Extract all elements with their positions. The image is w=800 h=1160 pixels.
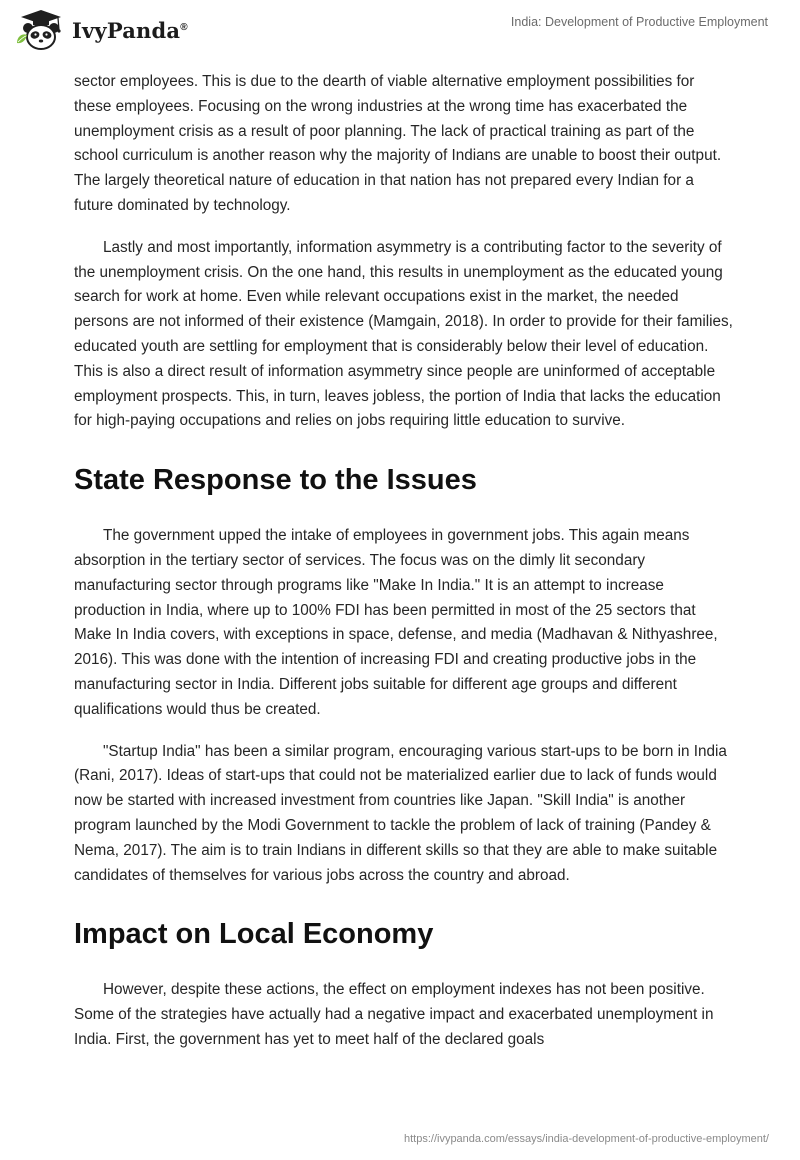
document-title: India: Development of Productive Employment — [510, 15, 768, 29]
essay-body — [74, 70, 734, 1070]
page-header — [0, 0, 800, 60]
panda-graduate-icon — [14, 8, 68, 52]
brand-name: IvyPanda® — [72, 17, 188, 43]
paragraph: Lastly and most importantly, information asymmetry is a contributing factor to the severity of the unemployment crisis. On the one hand, this results in unemployment as the educated young search for work at home. Even while relevant occupations exist in the market, the needed persons are not informed of their existence (Mamgain, 2018). In order to provide for their families, educated youth are settling for employment that is considerably below their level of education. This is also a direct result of information asymmetry since people are uninformed of acceptable employment prospects. This, in turn, leaves jobless, the portion of India that lacks the education for high-paying occupations and relies on jobs requiring little education to survive. — [74, 238, 733, 430]
registered-mark: ® — [180, 21, 188, 33]
source-url[interactable]: https://ivypanda.com/essays/india-development-of-productive-employment/ — [403, 1133, 769, 1145]
section-heading-state-response: State Response to the Issues — [74, 464, 477, 497]
paragraph-continued: sector employees. This is due to the dearth of viable alternative employment possibilities for these employees. Focusing on the wrong industries at the wrong time has exacerbated the unemployment crisis as a result of poor planning. The lack of practical training as part of the school curriculum is another reason why the majority of Indians are unable to boost their output. The largely theoretical nature of education in that nation has not prepared every Indian for a future dominated by technology. — [74, 73, 722, 214]
ivypanda-logo[interactable] — [14, 8, 188, 52]
paragraph: However, despite these actions, the effect on employment indexes has not been positive. Some of the strategies have actually had a negative impact and exacerbated unemployment in India. First, the government has yet to meet half of the declared goals — [74, 981, 714, 1048]
section-heading-impact: Impact on Local Economy — [74, 918, 434, 951]
paragraph: The government upped the intake of employees in government jobs. This again means absorption in the tertiary sector of services. The focus was on the dimly lit secondary manufacturing sector through programs like "Make In India." It is an attempt to increase production in India, where up to 100% FDI has been permitted in most of the 25 sectors that Make In India covers, with exceptions in space, defense, and media (Madhavan & Nithyashree, 2016). This was done with the intention of increasing FDI and creating productive jobs in the manufacturing sector in India. Different jobs suitable for different age groups and different qualifications would thus be created. — [74, 527, 718, 718]
paragraph: "Startup India" has been a similar program, encouraging various start-ups to be born in India (Rani, 2017). Ideas of start-ups that could not be materialized earlier due to lack of funds would now be started with increased investment from countries like Japan. "Skill India" is another program launched by the Modi Government to tackle the problem of lack of training (Pandey & Nema, 2017). The aim is to train Indians in different skills so that they are able to make suitable candidates of themselves for various jobs across the country and abroad. — [74, 742, 727, 884]
